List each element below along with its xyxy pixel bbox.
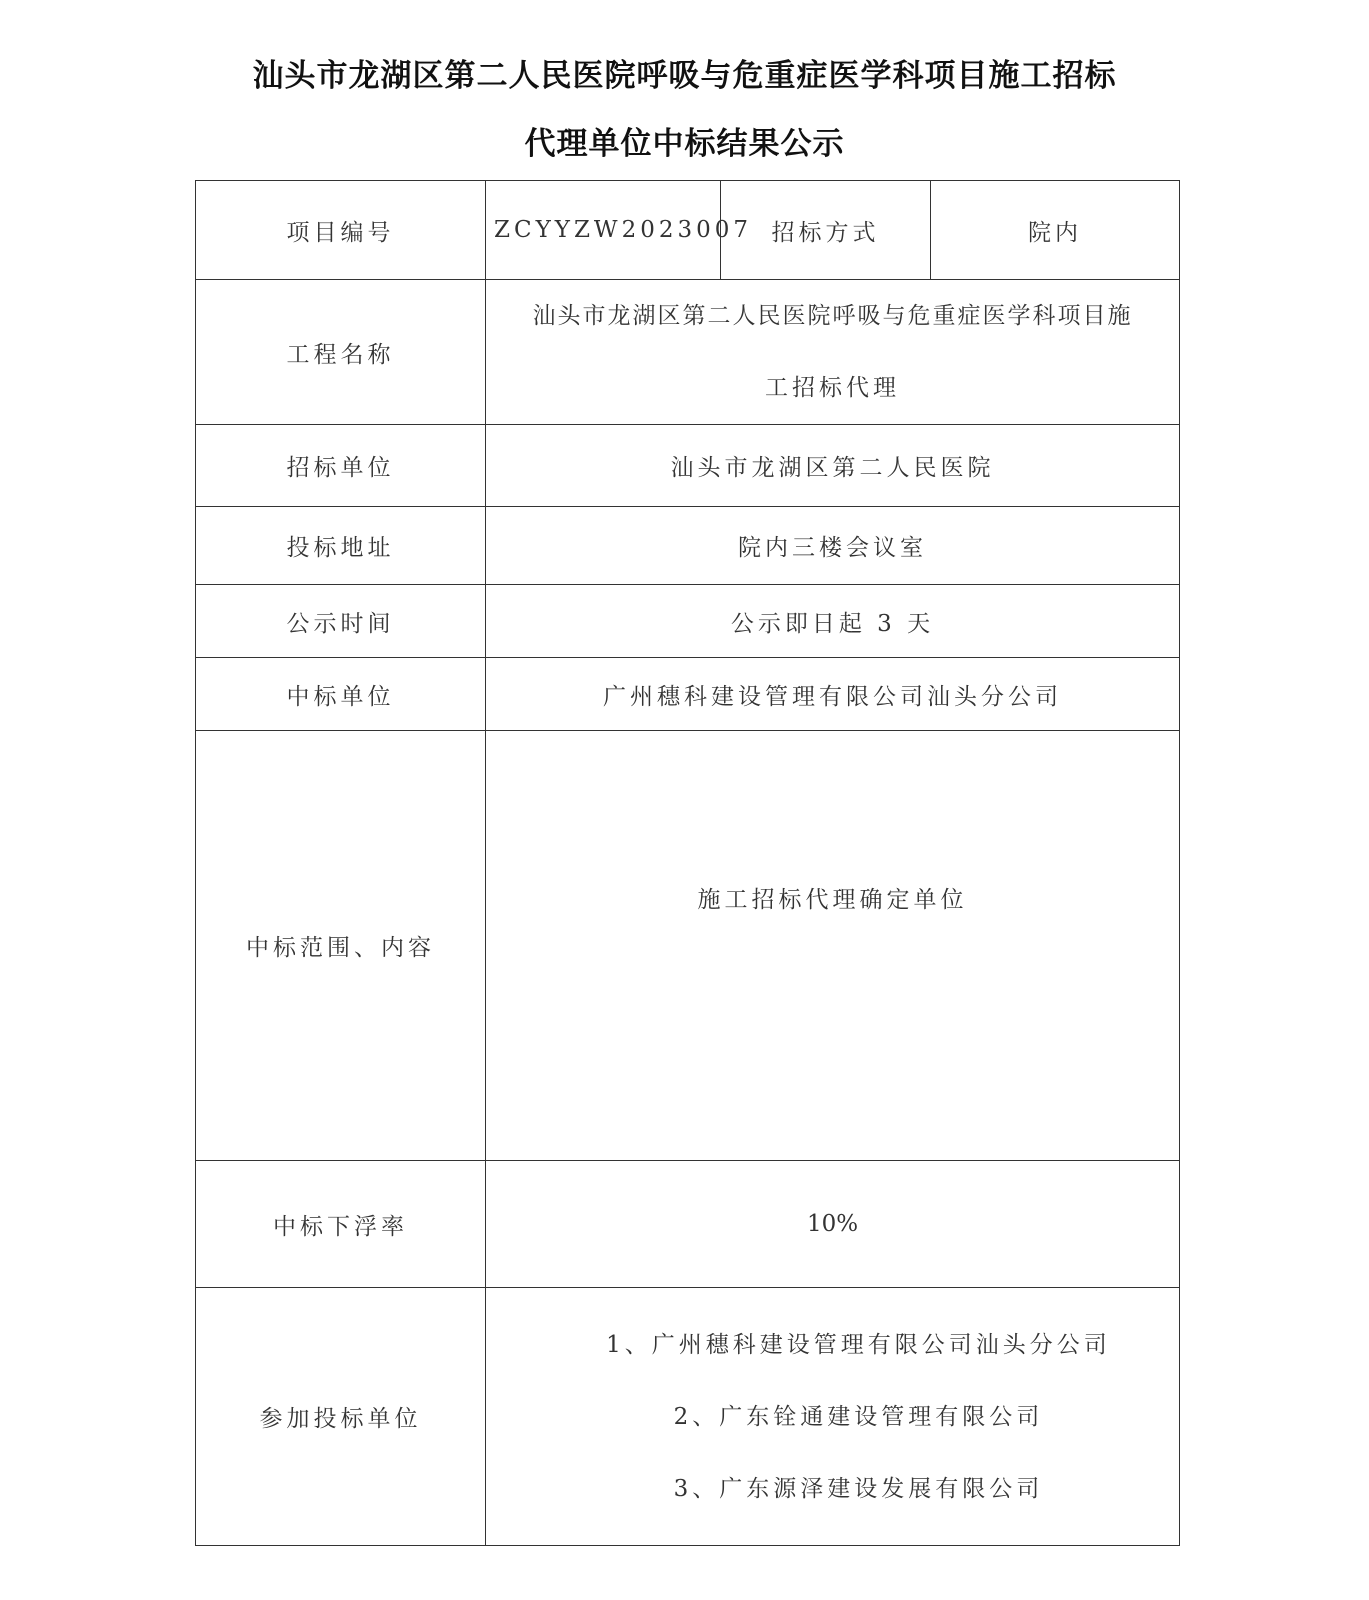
row-project-no xyxy=(196,181,1180,280)
row-discount xyxy=(196,1161,1180,1288)
row-winner xyxy=(196,658,1180,731)
discount-value: 10% xyxy=(486,1161,1180,1288)
bidder-item: 3、广东源泽建设发展有限公司 xyxy=(673,1475,1044,1502)
bid-method-label: 招标方式 xyxy=(721,181,931,280)
scope-label: 中标范围、内容 xyxy=(196,731,486,1161)
row-tender-unit xyxy=(196,425,1180,507)
tender-unit-label: 招标单位 xyxy=(196,425,486,507)
bidders-list xyxy=(486,1288,1180,1546)
project-no-label: 项目编号 xyxy=(196,181,486,280)
row-publicity-time xyxy=(196,585,1180,658)
scope-cell xyxy=(486,731,1180,1161)
project-name-value xyxy=(486,280,1180,425)
winner-value: 广州穗科建设管理有限公司汕头分公司 xyxy=(486,658,1180,731)
publicity-time-value: 公示即日起 3 天 xyxy=(486,585,1180,658)
project-name-label: 工程名称 xyxy=(196,280,486,425)
bidder-item: 2、广东铨通建设管理有限公司 xyxy=(673,1403,1044,1430)
discount-label: 中标下浮率 xyxy=(196,1161,486,1288)
project-name-line1: 汕头市龙湖区第二人民医院呼吸与危重症医学科项目施 xyxy=(532,303,1133,329)
project-no-value: ZCYYZW2023007 xyxy=(486,181,721,280)
row-bidders xyxy=(196,1288,1180,1546)
project-name-line2: 工招标代理 xyxy=(765,375,900,401)
scope-value: 施工招标代理确定单位 xyxy=(697,887,968,913)
bid-address-label: 投标地址 xyxy=(196,507,486,585)
row-bid-address xyxy=(196,507,1180,585)
bidder-item: 1、广州穗科建设管理有限公司汕头分公司 xyxy=(606,1331,1111,1358)
bid-address-value: 院内三楼会议室 xyxy=(486,507,1180,585)
winner-label: 中标单位 xyxy=(196,658,486,731)
document-title-line2: 代理单位中标结果公示 xyxy=(524,126,845,162)
row-project-name xyxy=(196,280,1180,425)
row-scope xyxy=(196,731,1180,1161)
tender-unit-value: 汕头市龙湖区第二人民医院 xyxy=(486,425,1180,507)
publicity-time-label: 公示时间 xyxy=(196,585,486,658)
bidders-label: 参加投标单位 xyxy=(196,1288,486,1546)
result-table xyxy=(195,180,1180,1546)
document-title-line1: 汕头市龙湖区第二人民医院呼吸与危重症医学科项目施工招标 xyxy=(252,58,1117,94)
bid-method-value: 院内 xyxy=(931,181,1180,280)
